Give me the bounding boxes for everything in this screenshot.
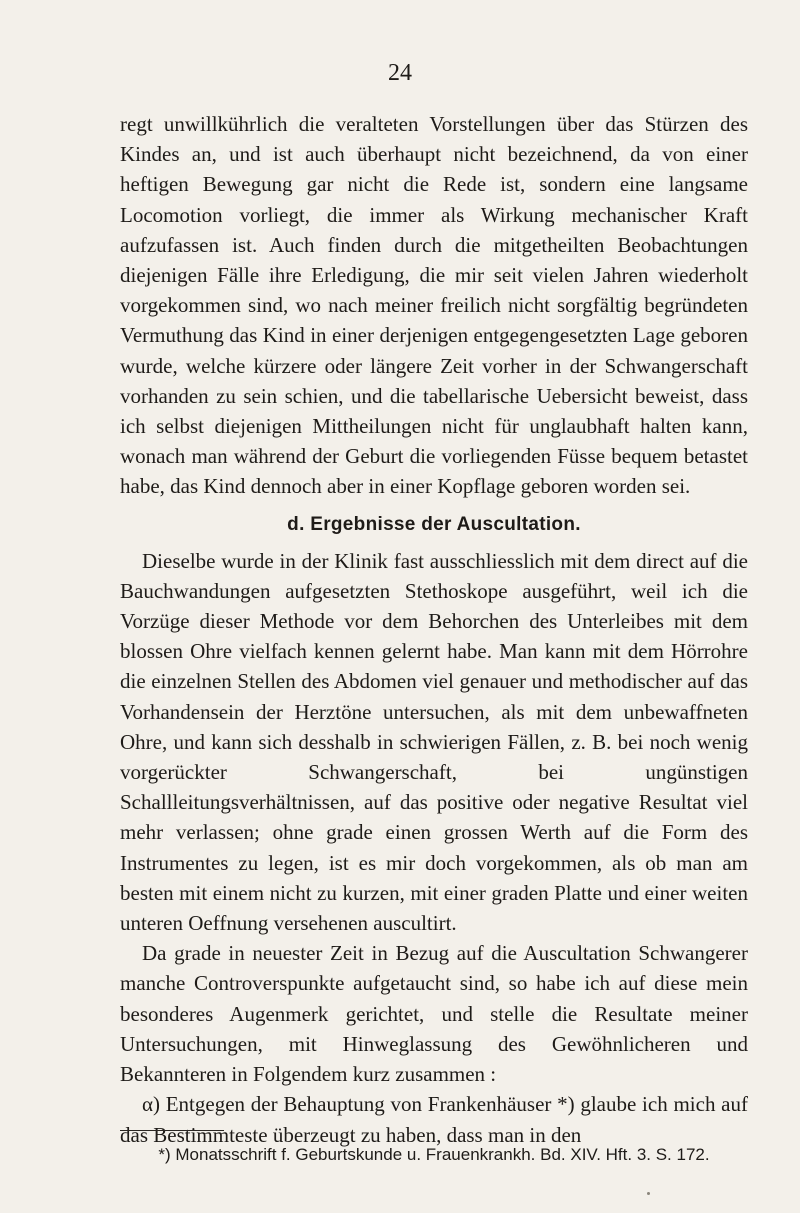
body-text	[120, 109, 748, 1150]
footnote: *) Monatsschrift f. Geburtskunde u. Frauenkrankh. Bd. XIV. Hft. 3. S. 172.	[158, 1145, 710, 1164]
paragraph-1: regt unwillkührlich die veralteten Vorstellungen über das Stürzen des Kindes an, und ist auch überhaupt nicht bezeichnend, da von einer heftigen Bewegung gar nicht die Rede ist, sondern eine langsame Locomotion vorliegt, die immer als Wirkung mechanischer Kraft aufzufassen ist. Auch finden durch die mitgetheilten Beobachtungen diejenigen Fälle ihre Erledigung, die mir seit vielen Jahren wiederholt vorgekommen sind, wo nach meiner freilich nicht sorgfältig begründeten Vermuthung das Kind in einer derjenigen entgegengesetzten Lage geboren wurde, welche kürzere oder längere Zeit vorher in der Schwangerschaft vorhanden zu sein schien, und die tabellarische Uebersicht beweist, dass ich selbst diejenigen Mittheilungen nicht für unglaubhaft halten kann, wonach man während der Geburt die vorliegenden Füsse bequem betastet habe, das Kind dennoch aber in einer Kopflage geboren worden sei.	[120, 112, 748, 499]
paragraph-2: Dieselbe wurde in der Klinik fast ausschliesslich mit dem direct auf die Bauchwandungen aufgesetzten Stethoskope ausgeführt, weil ich die Vorzüge dieser Methode vor dem Behorchen des Unterleibes mit dem blossen Ohre vielfach kennen gelernt habe. Man kann mit dem Hörrohre die einzelnen Stellen des Abdomen viel genauer und methodischer auf das Vorhandensein der Herztöne untersuchen, als mit dem unbewaffneten Ohre, und kann sich desshalb in schwierigen Fällen, z. B. bei noch wenig vorgerückter Schwangerschaft, bei ungünstigen Schallleitungsverhältnissen, auf das positive oder negative Resultat viel mehr verlassen; ohne grade einen grossen Werth auf die Form des Instrumentes zu legen, ist es mir doch vorgekommen, als ob man am besten mit einem nicht zu kurzen, mit einer graden Platte und einer weiten unteren Oeffnung versehenen auscultirt.	[120, 548, 748, 936]
footnote-divider	[120, 1130, 224, 1131]
section-heading: d. Ergebnisse der Auscultation.	[287, 513, 581, 535]
margin-speck	[647, 1192, 650, 1195]
paragraph-4: α) Entgegen der Behauptung von Frankenhäuser *) glaube ich mich auf das Bestimmteste überzeugt zu haben, dass man in den	[120, 1092, 748, 1147]
paragraph-3: Da grade in neuester Zeit in Bezug auf die Auscultation Schwangerer manche Controverspunkte aufgetaucht sind, so habe ich auf diese mein besonderes Augenmerk gerichtet, und stelle die Resultate meiner Untersuchungen, mit Hinweglassung des Gewöhnlicheren und Bekannteren in Folgendem kurz zusammen :	[120, 941, 748, 1087]
page-number: 24	[388, 60, 412, 86]
